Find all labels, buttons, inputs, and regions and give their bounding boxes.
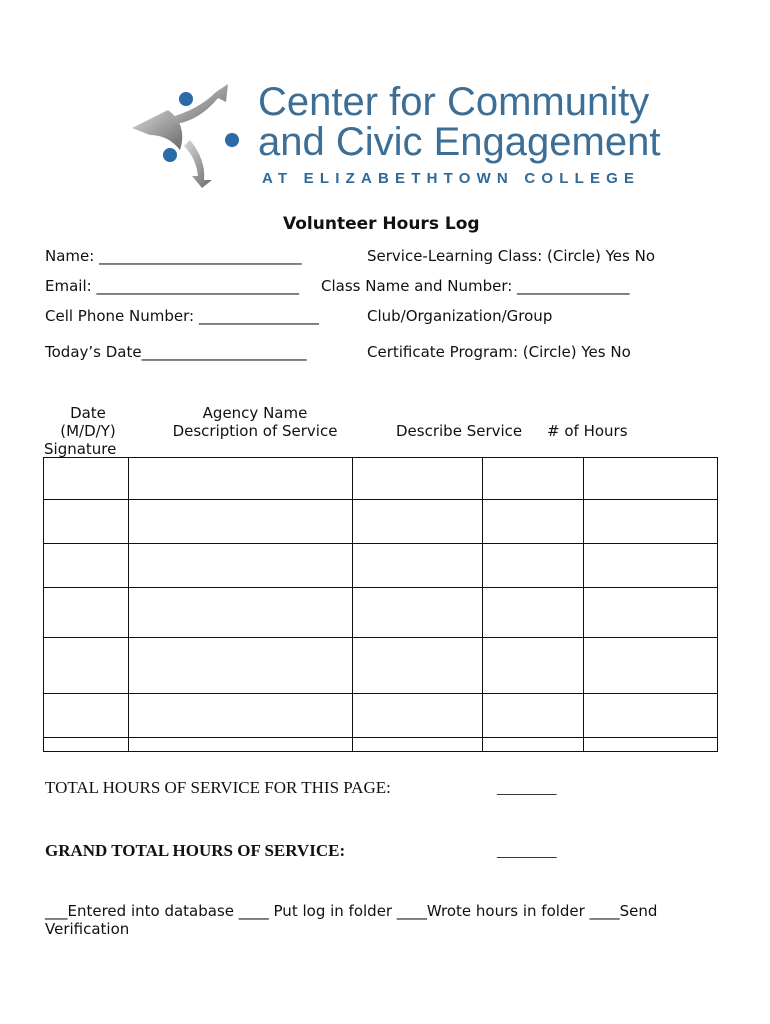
logo-line3: AT ELIZABETHTOWN COLLEGE [262,170,641,187]
table-row [44,694,718,738]
describe-cell[interactable] [353,544,483,588]
describe-cell[interactable] [353,694,483,738]
agency-cell[interactable] [129,500,353,544]
service-learning-field[interactable]: Service-Learning Class: (Circle) Yes No [367,247,655,265]
checklist-line2: Verification [45,920,130,938]
describe-cell[interactable] [353,588,483,638]
describe-cell[interactable] [353,738,483,752]
page-title: Volunteer Hours Log [283,214,480,234]
total-page-label: TOTAL HOURS OF SERVICE FOR THIS PAGE: [45,778,391,797]
hours-cell[interactable] [584,638,718,694]
header-agency-line2: Description of Service [172,422,338,440]
activity-cell[interactable] [483,738,584,752]
header-date-line3: Signature [44,440,117,458]
table-row [44,638,718,694]
hours-cell[interactable] [584,500,718,544]
header-hours: # of Hours [547,422,628,440]
date-cell[interactable] [44,544,129,588]
header-date-line2: (M/D/Y) [60,422,116,440]
hours-cell[interactable] [584,458,718,500]
activity-cell[interactable] [483,544,584,588]
header-date [44,404,132,458]
email-field[interactable]: Email: ___________________________ [45,277,299,295]
hours-cell[interactable] [584,694,718,738]
agency-cell[interactable] [129,638,353,694]
table-row [44,544,718,588]
describe-cell[interactable] [353,638,483,694]
header-agency-line1: Agency Name [202,404,308,422]
date-cell[interactable] [44,458,129,500]
table-row [44,588,718,638]
grand-total-label: GRAND TOTAL HOURS OF SERVICE: [45,841,346,860]
date-cell[interactable] [44,694,129,738]
header-agency [160,404,350,440]
header-date-line1: Date [70,404,106,422]
agency-cell[interactable] [129,694,353,738]
header-describe: Describe Service [396,422,523,440]
date-cell[interactable] [44,738,129,752]
class-name-field[interactable]: Class Name and Number: _______________ [321,277,630,295]
name-field[interactable]: Name: ___________________________ [45,247,302,265]
checklist-line1: ___Entered into database ____ Put log in folder ____Wrote hours in folder ____Send [45,902,658,920]
activity-cell[interactable] [483,500,584,544]
table-row [44,738,718,752]
hours-cell[interactable] [584,738,718,752]
certificate-field[interactable]: Certificate Program: (Circle) Yes No [367,343,631,361]
agency-cell[interactable] [129,588,353,638]
date-cell[interactable] [44,588,129,638]
agency-cell[interactable] [129,544,353,588]
date-cell[interactable] [44,500,129,544]
total-page-blank[interactable]: _______ [497,778,557,797]
club-field[interactable]: Club/Organization/Group [367,307,553,325]
date-cell[interactable] [44,638,129,694]
activity-cell[interactable] [483,638,584,694]
describe-cell[interactable] [353,458,483,500]
logo-line1: Center for Community [258,80,650,124]
activity-cell[interactable] [483,588,584,638]
agency-cell[interactable] [129,738,353,752]
logo-line2: and Civic Engagement [258,120,661,164]
activity-cell[interactable] [483,458,584,500]
agency-cell[interactable] [129,458,353,500]
activity-cell[interactable] [483,694,584,738]
describe-cell[interactable] [353,500,483,544]
table-row [44,458,718,500]
grand-total-blank[interactable]: _______ [497,841,557,860]
logo-arrows-icon [128,80,248,190]
table-row [44,500,718,544]
hours-cell[interactable] [584,588,718,638]
log-table [43,457,718,752]
cell-phone-field[interactable]: Cell Phone Number: ________________ [45,307,319,325]
todays-date-field[interactable]: Today’s Date______________________ [45,343,307,361]
hours-cell[interactable] [584,544,718,588]
